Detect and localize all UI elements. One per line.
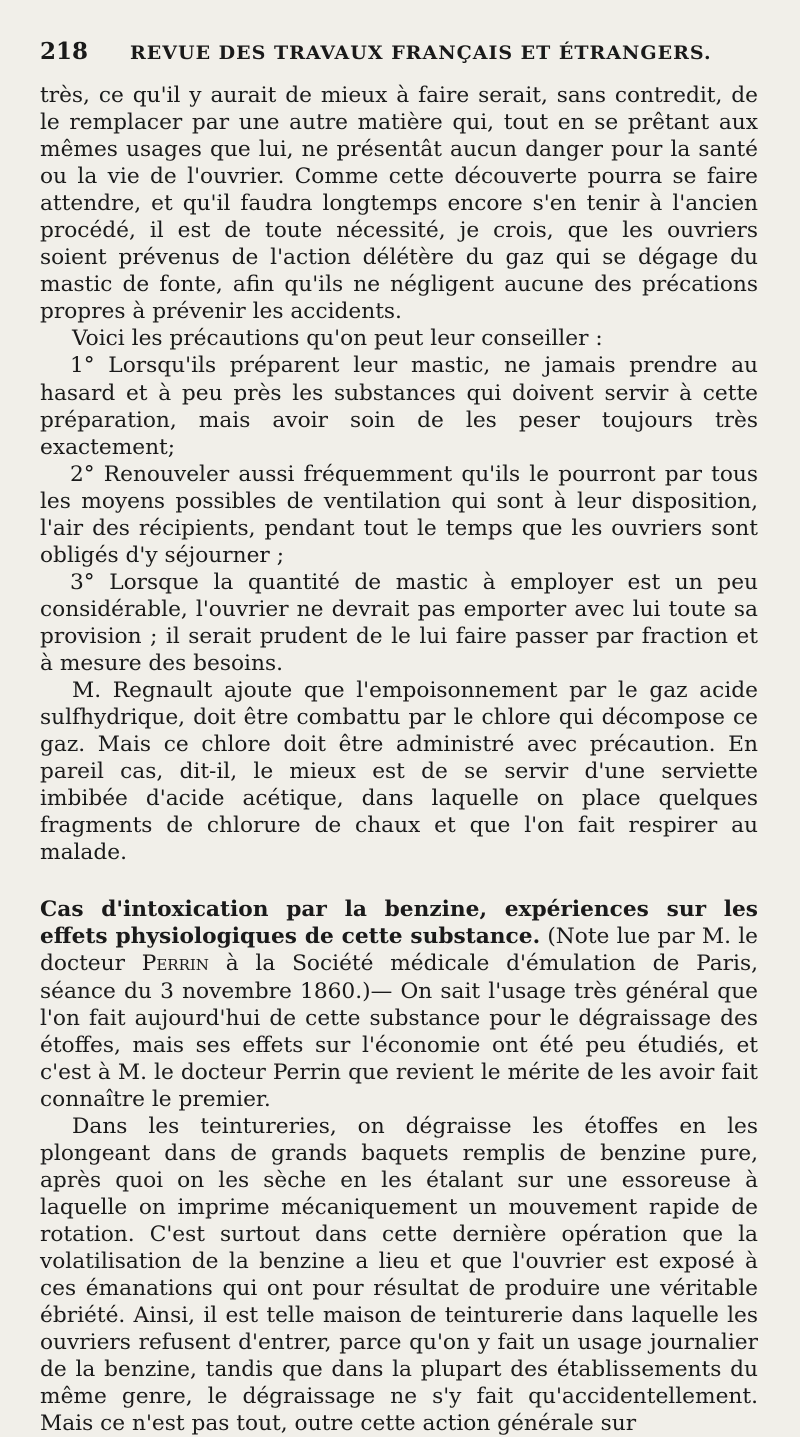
section-intro-paragraph bbox=[40, 896, 758, 1112]
precaution-item-1: 1° Lorsqu'ils préparent leur mastic, ne jamais prendre au hasard et à peu près les substances qui doivent servir à cette préparation, mais avoir soin de les peser toujours très exactement; bbox=[40, 353, 758, 460]
paragraph-teintureries: Dans les teintureries, on dégraisse les étoffes en les plongeant dans de grands baquets remplis de benzine pure, après quoi on les sèche en les étalant sur une essoreuse à laquelle on imprime mécaniquement un mouvement rapide de rotation. C'est surtout dans cette dernière opération que la volatilisation de la benzine a lieu et que l'ouvrier est exposé à ces émanations qui ont pour résultat de produire une véritable ébriété. Ainsi, il est telle maison de teinturerie dans laquelle les ouvriers refusent d'entrer, parce qu'on y fait un usage journalier de la benzine, tandis que dans la plupart des établissements du même genre, le dégraissage ne s'y fait qu'accidentellement. Mais ce n'est pas tout, outre cette action générale sur bbox=[40, 1113, 758, 1437]
running-header bbox=[40, 38, 758, 82]
section-title: Cas d'intoxication par la benzine, expériences sur les effets physiologiques de cette substance. bbox=[40, 897, 758, 950]
doctor-name: Perrin bbox=[141, 951, 209, 977]
section-intro-part2: à la Société médicale d'émulation de Paris, séance du 3 novembre 1860.)— On sait l'usage très général que l'on fait aujourd'hui de cette substance pour le dégraissage des étoffes, mais ses effets sur l'économie ont été peu étudiés, et c'est à M. le docteur Perrin que revient le mérite de les avoir fait connaître le premier. bbox=[40, 951, 758, 1112]
body-text bbox=[40, 82, 758, 1437]
precaution-item-2: 2° Renouveler aussi fréquemment qu'ils le pourront par tous les moyens possibles de ventilation qui sont à leur disposition, l'air des récipients, pendant tout le temps que les ouvriers sont obligés d'y séjourner ; bbox=[40, 461, 758, 568]
paragraph-continuation: très, ce qu'il y aurait de mieux à faire serait, sans contredit, de le remplacer par une autre matière qui, tout en se prêtant aux mêmes usages que lui, ne présentât aucun danger pour la santé ou la vie de l'ouvrier. Comme cette découverte pourra se faire attendre, et qu'il faudra longtemps encore s'en tenir à l'ancien procédé, il est de toute nécessité, je crois, que les ouvriers soient prévenus de l'action délétère du gaz qui se dégage du mastic de fonte, afin qu'ils ne négligent aucune des précations propres à prévenir les accidents. bbox=[40, 83, 758, 325]
precaution-item-3: 3° Lorsque la quantité de mastic à employer est un peu considérable, l'ouvrier ne devrait pas emporter avec lui toute sa provision ; il serait prudent de le lui faire passer par fraction et à mesure des besoins. bbox=[40, 569, 758, 676]
paragraph-precautions-intro: Voici les précautions qu'on peut leur conseiller : bbox=[72, 326, 603, 352]
paragraph-regnault: M. Regnault ajoute que l'empoisonnement par le gaz acide sulfhydrique, doit être combattu par le chlore qui décompose ce gaz. Mais ce chlore doit être administré avec précaution. En pareil cas, dit-il, le mieux est de se servir d'une serviette imbibée d'acide acétique, dans laquelle on place quelques fragments de chlorure de chaux et que l'on fait respirer au malade. bbox=[40, 678, 758, 866]
page-number: 218 bbox=[40, 38, 89, 65]
running-title: REVUE DES TRAVAUX FRANÇAIS ET ÉTRANGERS. bbox=[130, 42, 712, 64]
section-intro-part1: (Note lue par M. le docteur bbox=[40, 924, 758, 977]
section-gap bbox=[40, 866, 758, 896]
